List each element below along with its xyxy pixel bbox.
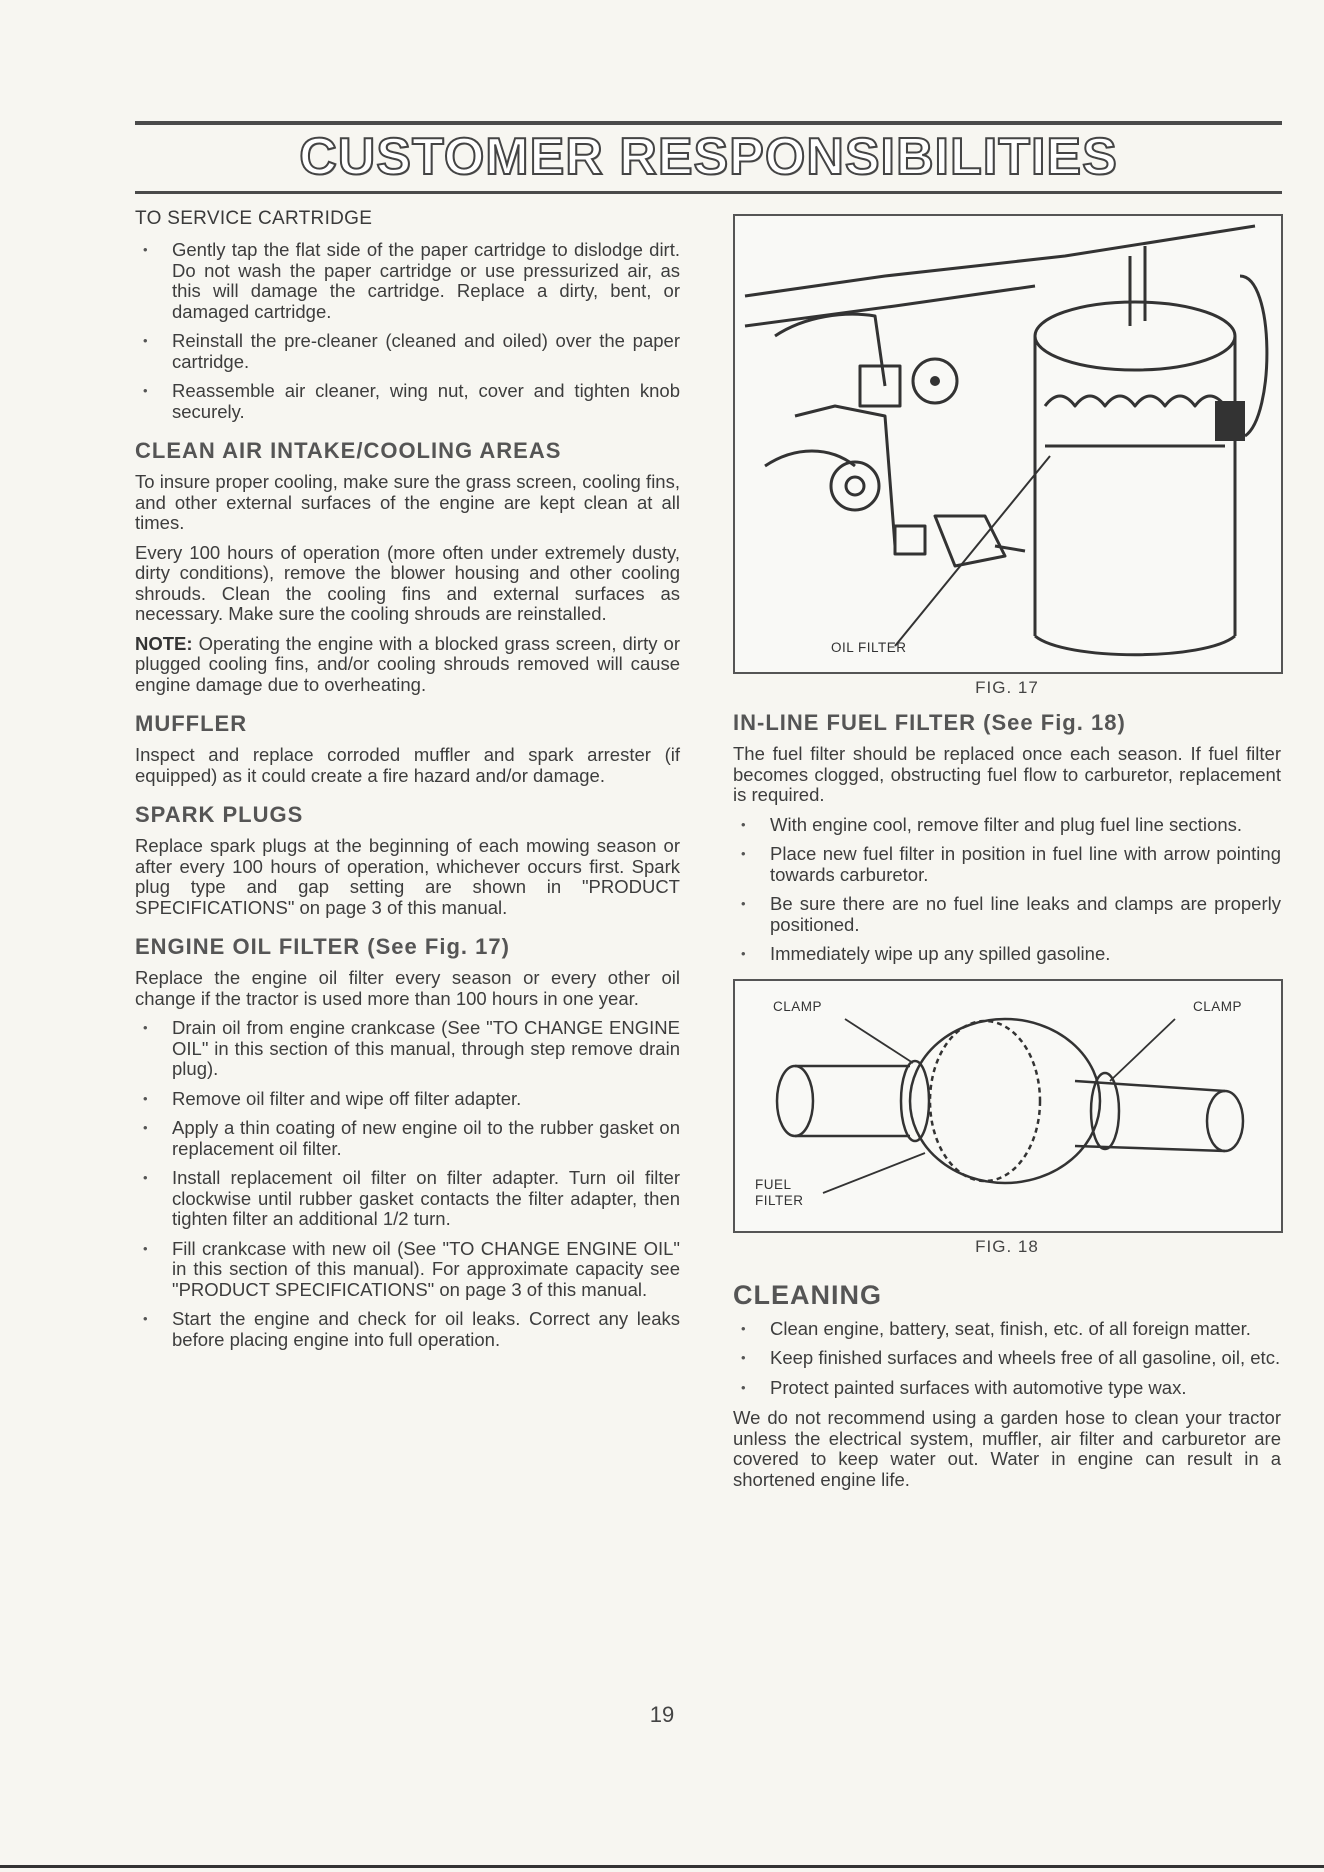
fuel-filter-list (733, 815, 1281, 965)
service-cartridge-list (135, 240, 680, 422)
fuel-filter-paragraph: The fuel filter should be replaced once each season. If fuel filter becomes clogged, obstructing fuel flow to carburetor, replacement is required. (733, 743, 1281, 805)
fuel-filter-label-line2: FILTER (755, 1192, 804, 1208)
fuel-filter-label-line1: FUEL (755, 1176, 792, 1192)
left-column (135, 208, 680, 1360)
engine-oil-filter-illustration (735, 216, 1281, 672)
muffler-paragraph: Inspect and replace corroded muffler and spark arrester (if equipped) as it could create a fire hazard and/or damage. (135, 744, 680, 786)
clamp-label-right: CLAMP (1193, 998, 1243, 1014)
list-item: • With engine cool, remove filter and plug fuel line sections. (733, 815, 1281, 836)
list-item: • Place new fuel filter in position in fuel line with arrow pointing towards carburetor. (733, 844, 1281, 885)
clamp-label-left: CLAMP (773, 998, 823, 1014)
list-item: • Be sure there are no fuel line leaks and clamps are properly positioned. (733, 894, 1281, 935)
note-label: NOTE: (135, 632, 193, 654)
list-item: • Reassemble air cleaner, wing nut, cover and tighten knob securely. (135, 381, 680, 422)
list-item: • Remove oil filter and wipe off filter adapter. (135, 1089, 680, 1110)
oil-filter-label: OIL FILTER (831, 640, 907, 655)
list-item: • Keep finished surfaces and wheels free of all gasoline, oil, etc. (733, 1348, 1281, 1369)
muffler-heading: MUFFLER (135, 711, 248, 736)
cleaning-paragraph: We do not recommend using a garden hose to clean your tractor unless the electrical system, muffler, air filter and carburetor are covered to keep water out. Water in engine can result in a shortened engine life. (733, 1407, 1281, 1490)
list-item: • Start the engine and check for oil leaks. Correct any leaks before placing engine into full operation. (135, 1309, 680, 1350)
spark-plugs-heading: SPARK PLUGS (135, 802, 304, 827)
clean-air-paragraph-1: To insure proper cooling, make sure the grass screen, cooling fins, and other external surfaces of the engine are kept clean at all times. (135, 471, 680, 533)
oil-filter-paragraph: Replace the engine oil filter every season or every other oil change if the tractor is used more than 100 hours in one year. (135, 967, 680, 1009)
page-bottom-edge (0, 1865, 1324, 1868)
cleaning-heading: CLEANING (733, 1279, 882, 1310)
cleaning-list (733, 1319, 1281, 1399)
right-column (733, 208, 1281, 1499)
spark-plugs-paragraph: Replace spark plugs at the beginning of each mowing season or after every 100 hours of operation, whichever occurs first. Spark plug type and gap setting are shown in "PRODUCT SPECIFICATIONS" on page 3 of this manual. (135, 835, 680, 918)
page-number: 19 (649, 1702, 675, 1727)
service-cartridge-heading: TO SERVICE CARTRIDGE (135, 208, 373, 229)
oil-filter-list (135, 1018, 680, 1350)
list-item: • Drain oil from engine crankcase (See "TO CHANGE ENGINE OIL" in this section of this manual, through step remove drain plug). (135, 1018, 680, 1080)
fuel-filter-illustration (735, 981, 1281, 1231)
figure-18-fuel-filter (733, 979, 1283, 1233)
figure-17-caption: FIG. 17 (975, 678, 1039, 697)
clean-air-heading: CLEAN AIR INTAKE/COOLING AREAS (135, 438, 562, 463)
clean-air-note (135, 634, 680, 696)
list-item: • Reinstall the pre-cleaner (cleaned and oiled) over the paper cartridge. (135, 331, 680, 372)
list-item: • Clean engine, battery, seat, finish, etc. of all foreign matter. (733, 1319, 1281, 1340)
figure-17-oil-filter (733, 214, 1283, 674)
list-item: • Fill crankcase with new oil (See "TO CHANGE ENGINE OIL" in this section of this manual). For approximate capacity see "PRODUCT SPECIFICATIONS" on page 3 of this manual. (135, 1239, 680, 1301)
list-item: • Gently tap the flat side of the paper cartridge to dislodge dirt. Do not wash the paper cartridge or use pressurized air, as this will damage the cartridge. Replace a dirty, bent, or damaged cartridge. (135, 240, 680, 322)
note-text: Operating the engine with a blocked grass screen, dirty or plugged cooling fins, and/or cooling shrouds removed will cause engine damage due to overheating. (135, 632, 680, 695)
clean-air-paragraph-2: Every 100 hours of operation (more often under extremely dusty, dirty conditions), remove the blower housing and other cooling shrouds. Clean the cooling fins and external surfaces as necessary. Make sure the cooling shrouds are reinstalled. (135, 541, 680, 624)
list-item: • Apply a thin coating of new engine oil to the rubber gasket on replacement oil filter. (135, 1118, 680, 1159)
list-item: • Protect painted surfaces with automotive type wax. (733, 1378, 1281, 1399)
list-item: • Immediately wipe up any spilled gasoline. (733, 944, 1281, 965)
figure-18-caption: FIG. 18 (975, 1236, 1039, 1256)
list-item: • Install replacement oil filter on filter adapter. Turn oil filter clockwise until rubber gasket contacts the filter adapter, then tighten filter an additional 1/2 turn. (135, 1168, 680, 1230)
fuel-filter-heading: IN-LINE FUEL FILTER (See Fig. 18) (733, 710, 1126, 735)
oil-filter-heading: ENGINE OIL FILTER (See Fig. 17) (135, 934, 510, 959)
page-title: CUSTOMER RESPONSIBILITIES (299, 128, 1118, 186)
title-rule-bottom (135, 191, 1282, 194)
